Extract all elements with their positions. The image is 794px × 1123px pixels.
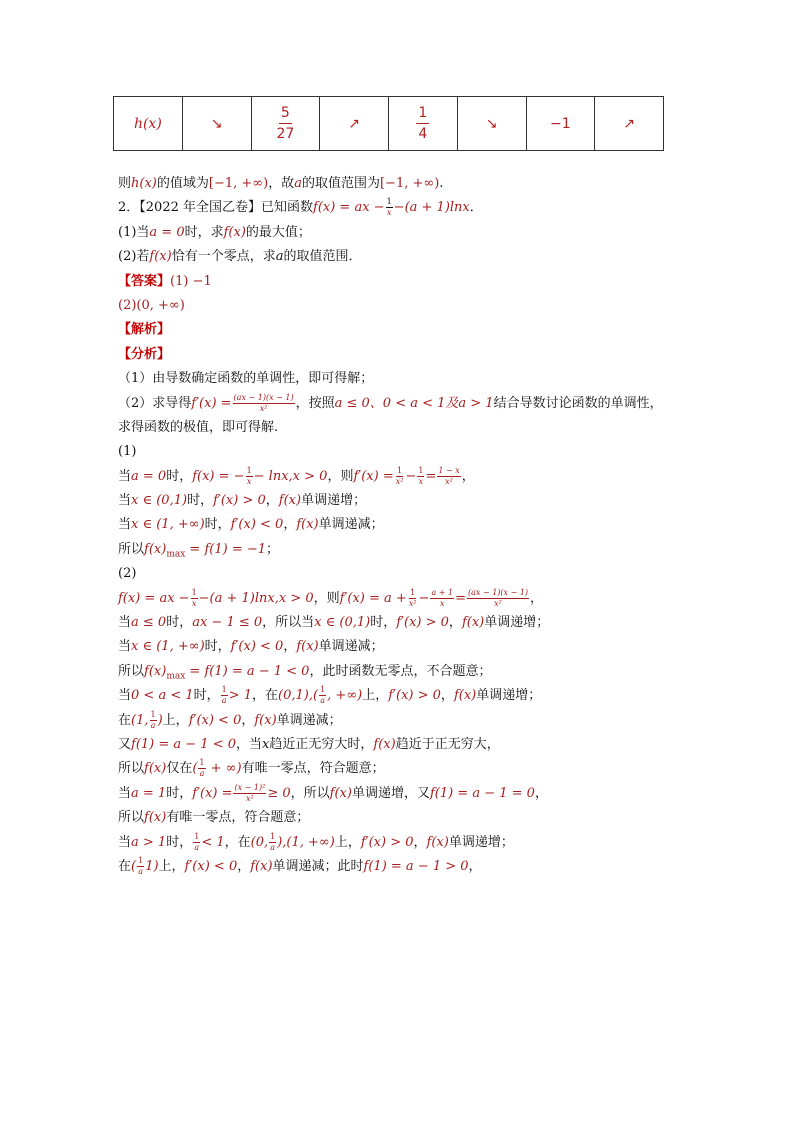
question-part-1: (1)当a = 0时，求f(x)的最大值； xyxy=(118,224,311,240)
table-cell: $\frac{1}{4}$ xyxy=(389,97,458,151)
text-line: 在(1, $\frac{1}{a}$ )上，f′(x) < 0，f(x)单调递减； xyxy=(118,709,342,730)
text-line: 当x ∈ (1, +∞)时，f′(x) < 0，f(x)单调递减； xyxy=(118,517,384,533)
text-line: 所以$f(x)_{max} = f(1) = -1$； xyxy=(118,541,280,560)
text-line: 在( $\frac{1}{a}$ 1)上，f′(x) < 0，f(x)单调递减；此时f(1) = a − 1 > 0， xyxy=(118,855,482,876)
text-line: f(x) = ax − $\frac{1}{x}$ −(a + 1)lnx,x > 0，则f′(x) = a + $\frac{1}{\text{x²}}$ − $\frac{a + 1}{x}$ = $\frac{(ax - 1)(x - 1)}{\text{x²}}$ ， xyxy=(118,587,544,608)
text-line: 求得函数的极值，即可得解. xyxy=(118,419,279,435)
table-cell: −1 xyxy=(526,97,595,151)
table-cell: ↘ xyxy=(182,97,251,151)
solution-text xyxy=(118,172,718,879)
row-label: h(x) xyxy=(114,97,183,151)
text-line: 则h(x)的值域为[−1, +∞)，故a的取值范围为[−1, +∞). xyxy=(118,176,444,191)
table-row xyxy=(114,97,664,151)
answer-line: 【答案】(1) −1 xyxy=(118,273,212,289)
table-cell: ↘ xyxy=(457,97,526,151)
text-line: 所以f(x)仅在( $\frac{1}{a}$ + ∞)有唯一零点，符合题意； xyxy=(118,758,385,779)
text-line: 又f(1) = a − 1 < 0，当x趋近正无穷大时，f(x)趋近于正无穷大， xyxy=(118,736,500,752)
answer-tag: 【答案】 xyxy=(118,273,171,289)
question-part-2: (2)若f(x)恰有一个零点，求a的取值范围． xyxy=(118,249,362,265)
text-line: 当x ∈ (1, +∞)时，f′(x) < 0，f(x)单调递减； xyxy=(118,639,384,655)
text-line: 当a = 1时，f′(x) = $\frac{\text{(x − 1)²}}{\text{x²}}$ ≥ 0，所以f(x)单调递增，又f(1) = a − 1 = 0， xyxy=(118,782,548,803)
part-label: (2) xyxy=(118,566,137,582)
analysis-heading: 【解析】 xyxy=(118,322,171,338)
text-line: （2）求导得f′(x) = $\frac{(ax - 1)(x - 1)}{\text{x²}}$ ，按照a ≤ 0、0 < a < 1及a > 1结合导数讨论函数的单调性， xyxy=(118,392,663,413)
question-line: 2．【2022 年全国乙卷】已知函数f(x) = ax − $\frac{1}{x}$ −(a + 1)lnx． xyxy=(118,197,483,218)
text-line: （1）由导数确定函数的单调性，即可得解； xyxy=(118,371,374,387)
answer-line: (2)(0, +∞) xyxy=(118,297,185,313)
text-line: 当a ≤ 0时，ax − 1 ≤ 0，所以当x ∈ (0,1)时，f′(x) > 0，f(x)单调递增； xyxy=(118,615,550,631)
text-line: 当a > 1时， $\frac{1}{a}$ < 1，在(0, $\frac{1}{a}$ ),(1, +∞)上，f′(x) > 0，f(x)单调递增； xyxy=(118,831,514,852)
table-cell: ↗ xyxy=(320,97,389,151)
text-line: 当0 < a < 1时， $\frac{1}{a}$ > 1，在(0,1),( $\frac{1}{a}$ , +∞)上，f′(x) > 0，f(x)单调递增； xyxy=(118,685,542,706)
analysis-subheading: 【分析】 xyxy=(118,346,171,362)
text-line: 当x ∈ (0,1)时，f′(x) > 0，f(x)单调递增； xyxy=(118,493,367,509)
table-cell: $\frac{5}{27}$ xyxy=(251,97,320,151)
part-label: (1) xyxy=(118,444,137,460)
sign-table xyxy=(113,96,664,151)
text-line: 当a = 0时，f(x) = − $\frac{1}{x}$ − lnx,x > 0，则f′(x) = $\frac{1}{\text{x²}}$ − $\frac{1}{x}$ = $\frac{1 - x}{\text{x²}}$ ， xyxy=(118,465,475,486)
text-line: 所以f(x)有唯一零点，符合题意； xyxy=(118,810,310,826)
text-line: 所以$f(x)_{max} = f(1) = a - 1 < 0$，此时函数无零点，不合题意； xyxy=(118,663,492,682)
table-cell: ↗ xyxy=(595,97,664,151)
